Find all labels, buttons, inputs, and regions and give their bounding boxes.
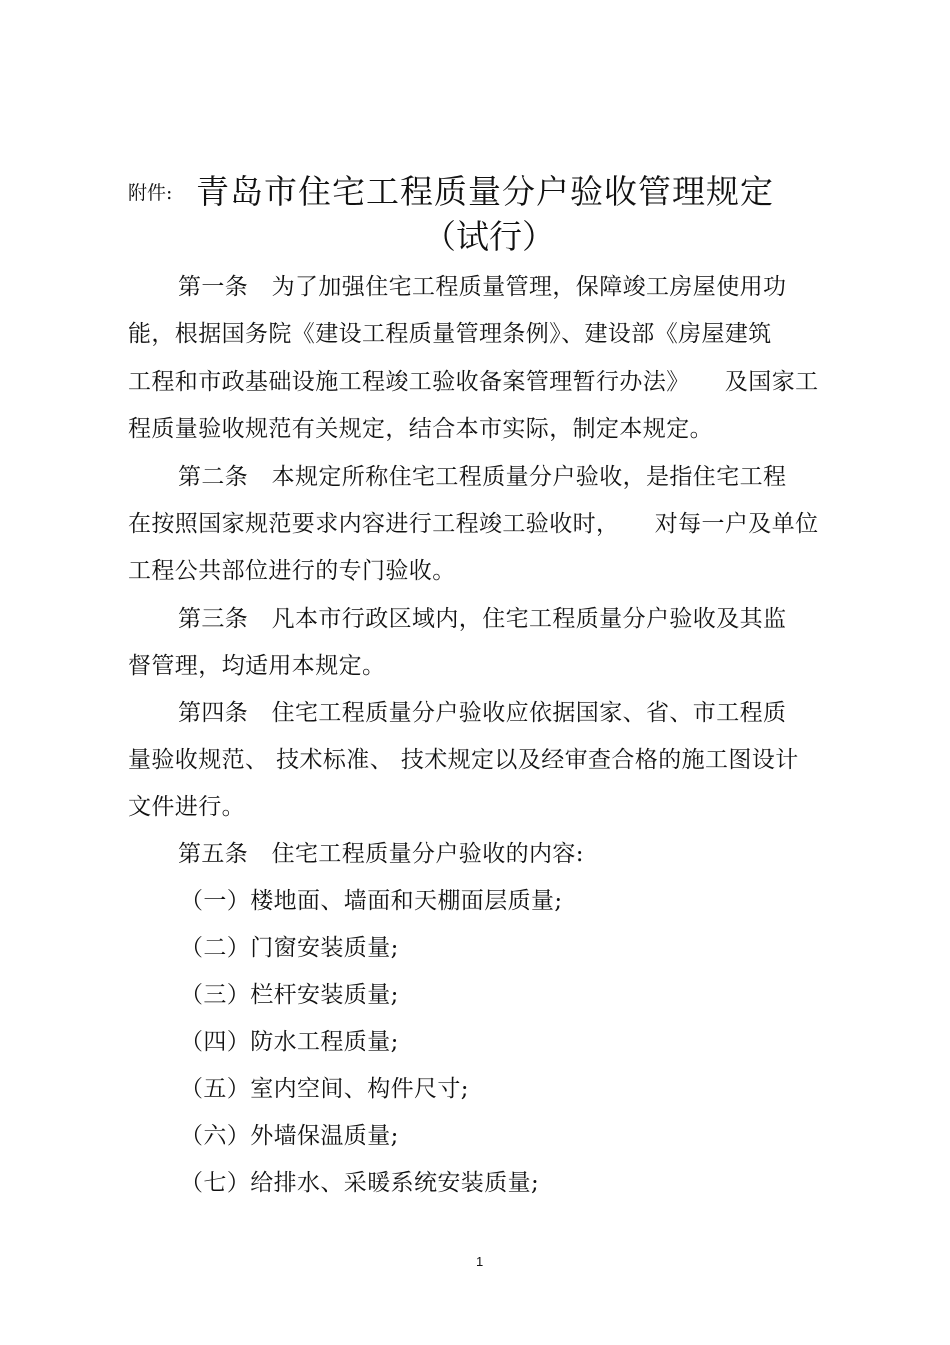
article-5-item-3: （三）栏杆安装质量; (180, 982, 399, 1008)
article-1-line-3: 工程和市政基础设施工程竣工验收备案管理暂行办法》 及国家工 (128, 369, 819, 395)
article-5-item-1: （一）楼地面、墙面和天棚面层质量; (180, 888, 563, 914)
attachment-label: 附件: (128, 182, 173, 204)
article-2-line-3: 工程公共部位进行的专门验收。 (128, 558, 456, 584)
article-1-line-4: 程质量验收规范有关规定，结合本市实际，制定本规定。 (128, 416, 713, 442)
article-1-line-2: 能，根据国务院《建设工程质量管理条例》、建设部《房屋建筑 (128, 321, 772, 347)
article-4-line-3: 文件进行。 (128, 794, 245, 820)
article-1-line-1: 第一条 为了加强住宅工程质量管理，保障竣工房屋使用功 (178, 274, 787, 300)
article-5-item-4: （四）防水工程质量; (180, 1029, 399, 1055)
article-5-item-7: （七）给排水、采暖系统安装质量; (180, 1170, 540, 1196)
page-number: 1 (476, 1254, 484, 1269)
article-2-line-1: 第二条 本规定所称住宅工程质量分户验收，是指住宅工程 (178, 464, 787, 490)
article-3-line-2: 督管理，均适用本规定。 (128, 653, 386, 679)
article-5-line-1: 第五条 住宅工程质量分户验收的内容: (178, 841, 584, 867)
document-title: 青岛市住宅工程质量分户验收管理规定 (196, 172, 774, 211)
article-4-line-2: 量验收规范、 技术标准、 技术规定以及经审查合格的施工图设计 (128, 747, 799, 773)
article-3-line-1: 第三条 凡本市行政区域内，住宅工程质量分户验收及其监 (178, 606, 787, 632)
document-subtitle: （试行） (423, 217, 555, 256)
article-5-item-2: （二）门窗安装质量; (180, 935, 399, 961)
article-4-line-1: 第四条 住宅工程质量分户验收应依据国家、省、市工程质 (178, 700, 787, 726)
article-5-item-6: （六）外墙保温质量; (180, 1123, 399, 1149)
article-5-item-5: （五）室内空间、构件尺寸; (180, 1076, 469, 1102)
article-2-line-2: 在按照国家规范要求内容进行工程竣工验收时， 对每一户及单位 (128, 511, 819, 537)
